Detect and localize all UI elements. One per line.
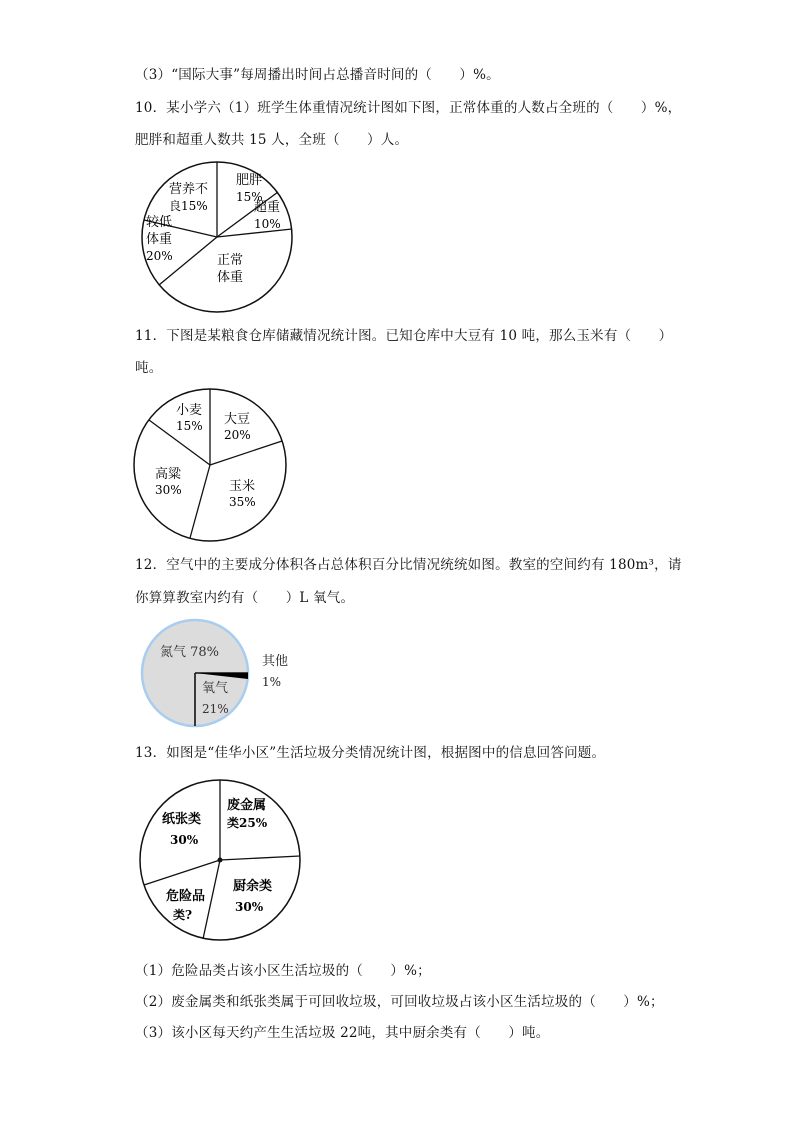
question-10-line-1: 10．某小学六（1）班学生体重情况统计图如下图，正常体重的人数占全班的（ ）%， xyxy=(135,100,682,116)
question-12-line-2: 你算算教室内约有（ ）L 氧气。 xyxy=(135,590,355,606)
question-13-part-3: （3）该小区每天约产生生活垃圾 22吨，其中厨余类有（ ）吨。 xyxy=(135,1025,550,1041)
slice-label: 高粱 xyxy=(155,467,182,482)
pie-divider xyxy=(220,856,300,860)
weight-pie-chart xyxy=(130,155,305,320)
slice-label: 良15% xyxy=(169,199,208,213)
slice-label: 危险品 xyxy=(166,889,206,904)
slice-label: 类? xyxy=(173,908,193,922)
slice-label: 体重 xyxy=(146,232,173,247)
question-10-line-2: 肥胖和超重人数共 15 人，全班（ ）人。 xyxy=(135,132,409,148)
slice-label: 小麦 xyxy=(176,403,203,418)
slice-label: 35% xyxy=(229,495,256,509)
slice-label: 氮气 78% xyxy=(160,645,220,660)
pie-divider xyxy=(210,441,282,465)
slice-label: 10% xyxy=(254,217,281,231)
slice-label: 废金属 xyxy=(227,798,267,813)
question-12-line-1: 12．空气中的主要成分体积各占总体积百分比情况统统如图。教室的空间约有 180m³，请 xyxy=(135,557,682,573)
slice-label: 肥胖 xyxy=(236,173,263,188)
slice-label: 纸张类 xyxy=(162,812,202,827)
pie-center xyxy=(218,858,223,863)
slice-label: 15% xyxy=(236,190,263,204)
slice-label: 20% xyxy=(146,249,173,263)
pie-divider xyxy=(190,465,210,538)
slice-label: 30% xyxy=(155,483,182,497)
slice-label: 正常 xyxy=(217,253,244,268)
question-13-line-1: 13．如图是“佳华小区”生活垃圾分类情况统计图，根据图中的信息回答问题。 xyxy=(135,745,606,761)
slice-label: 玉米 xyxy=(229,479,256,494)
slice-label: 较低 xyxy=(146,215,173,230)
slice-label: 其他 xyxy=(262,654,289,669)
slice-label: 大豆 xyxy=(224,412,251,427)
granary-pie-chart xyxy=(128,385,298,550)
slice-label: 体重 xyxy=(217,270,244,285)
slice-label: 超重 xyxy=(254,200,281,215)
slice-label: 20% xyxy=(224,428,251,442)
question-9-part-3: （3）“国际大事”每周播出时间占总播音时间的（ ）%。 xyxy=(135,67,500,83)
air-pie-chart xyxy=(138,616,308,736)
pie-divider xyxy=(144,860,220,885)
pie-divider xyxy=(203,860,220,939)
question-13-part-2: （2）废金属类和纸张类属于可回收垃圾，可回收垃圾占该小区生活垃圾的（ ）%； xyxy=(135,994,664,1010)
slice-label: 类25% xyxy=(227,816,268,830)
slice-label: 30% xyxy=(235,900,264,914)
slice-label: 氧气 xyxy=(202,681,229,696)
slice-label: 营养不 xyxy=(169,182,209,197)
slice-label: 15% xyxy=(176,419,203,433)
question-11-line-1: 11．下图是某粮食仓库储藏情况统计图。已知仓库中大豆有 10 吨，那么玉米有（ ） xyxy=(135,328,673,344)
slice-label: 30% xyxy=(170,833,199,847)
question-13-part-1: （1）危险品类占该小区生活垃圾的（ ）%； xyxy=(135,963,431,979)
slice-label: 21% xyxy=(202,702,229,716)
garbage-pie-chart xyxy=(135,778,305,948)
question-11-line-2: 吨。 xyxy=(135,360,163,376)
slice-label: 1% xyxy=(262,675,282,689)
slice-label: 厨余类 xyxy=(233,879,273,894)
